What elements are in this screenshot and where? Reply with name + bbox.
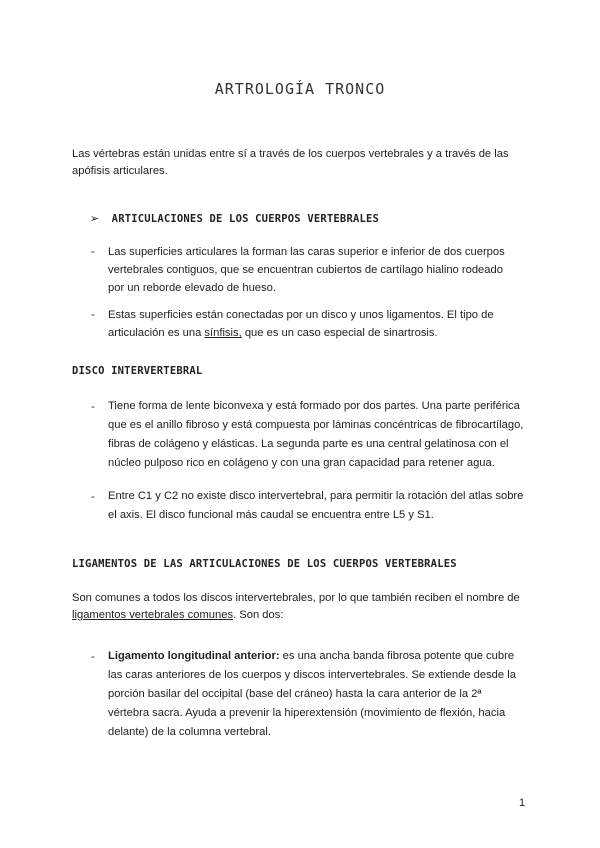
bullet-text-part: que es un caso especial de sinartrosis. xyxy=(241,327,438,339)
bullet-text-part: Estas superficies están conectadas por un disco y unos ligamentos. El tipo de articulación es una xyxy=(108,309,494,339)
section-heading-articulaciones xyxy=(90,209,520,227)
bullet-dash: - xyxy=(91,401,95,413)
ligamentos-comunes-term: ligamentos vertebrales comunes xyxy=(72,609,234,621)
bullet-dash: - xyxy=(91,309,95,321)
bullet-text: Entre C1 y C2 no existe disco intervertebral, para permitir la rotación del atlas sobre el axis. El disco funcional más caudal se encuentra entre L5 y S1. xyxy=(108,490,524,521)
bullet-dash: - xyxy=(91,246,95,258)
section-heading-text: ARTICULACIONES DE LOS CUERPOS VERTEBRALES xyxy=(111,213,380,225)
sinfisis-term: sínfisis, xyxy=(204,327,242,339)
ligamento-anterior-term: Ligamento longitudinal anterior: xyxy=(108,650,280,662)
ligamentos-intro-paragraph xyxy=(72,590,522,624)
bullet-text-part: es una ancha banda fibrosa potente que cubre las caras anteriores de los cuerpos y discos intervertebrales. Se extiende desde la porción basilar del occipital (base del cráneo) hasta la cara anterior de la 2ª vértebra sacra. Ayuda a prevenir la hiperextensión (movimiento de flexión, hacia delante) de la columna vertebral. xyxy=(108,650,516,738)
bullet-text: Tiene forma de lente biconvexa y está formado por dos partes. Una parte periférica que es el anillo fibroso y está compuesta por láminas concéntricas de fibrocartílago, fibras de colágeno y elásticas. La segunda parte es una central gelatinosa con el núcleo pulposo rico en colágeno y con una gran capacidad para retener agua. xyxy=(108,400,524,469)
bullet-text xyxy=(108,647,524,742)
page-number: 1 xyxy=(519,797,526,809)
bullet-dash: - xyxy=(91,651,95,663)
paragraph-text-part: . Son dos: xyxy=(233,609,284,621)
page-title: ARTROLOGÍA TRONCO xyxy=(214,80,386,98)
bullet-dash: - xyxy=(91,491,95,503)
bullet-text xyxy=(108,306,520,342)
arrow-bullet-icon: ➢ xyxy=(90,213,100,225)
section-heading-disco: DISCO INTERVERTEBRAL xyxy=(72,365,203,377)
intro-paragraph: Las vértebras están unidas entre sí a través de los cuerpos vertebrales y a través de las apófisis articulares. xyxy=(72,148,509,177)
section-heading-ligamentos: LIGAMENTOS DE LAS ARTICULACIONES DE LOS CUERPOS VERTEBRALES xyxy=(72,558,457,570)
paragraph-text-part: Son comunes a todos los discos intervertebrales, por lo que también reciben el nombre de xyxy=(72,592,520,604)
bullet-text: Las superficies articulares la forman las caras superior e inferior de dos cuerpos vertebrales contiguos, que se encuentran cubiertos de cartílago hialino rodeado por un reborde elevado de hueso. xyxy=(108,246,505,294)
